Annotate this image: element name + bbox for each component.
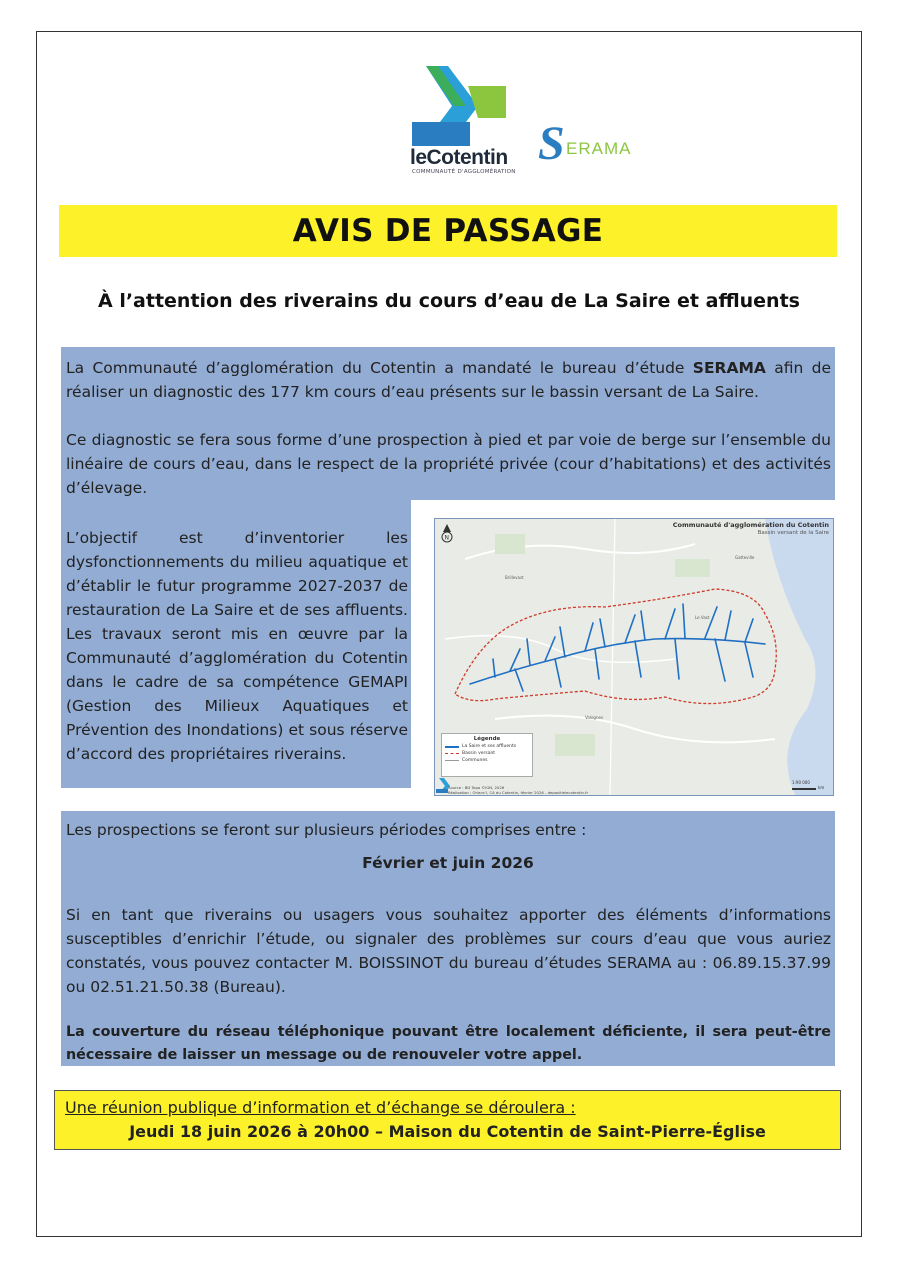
legend-item-basin [445, 751, 529, 756]
map-title: Communauté d'agglomération du Cotentin [672, 521, 829, 529]
commune-swatch-icon [445, 760, 459, 761]
map-subtitle: Bassin versant de la Saire [757, 530, 829, 536]
map-source-line: Source : BD Topo ©IGN, 2026 [448, 785, 505, 790]
prospection-period: Février et juin 2026 [362, 854, 534, 872]
legend-label: La Saire et ses affluents [462, 744, 517, 749]
map-realisation-line: Réalisation : Orlanc'l, CA du Cotentin, février 2026 - depositlelecotentin.fr [448, 790, 589, 795]
cotentin-wordmark: leCotentin [410, 146, 508, 169]
svg-text:Le Vast: Le Vast [695, 615, 710, 620]
prospection-intro: Les prospections se feront sur plusieurs périodes comprises entre : [66, 821, 587, 839]
cotentin-logo [408, 66, 518, 181]
meeting-box [54, 1090, 841, 1150]
contact-paragraph: Si en tant que riverains ou usagers vous souhaitez apporter des éléments d’informations susceptibles d’enrichir l’étude, ou signaler des problèmes sur cours d’eau que vous auriez constatés, vous pouvez contacter M. BOISSINOT du bureau d’études SERAMA au : 06.89.15.37.99 ou 02.51.21.50.38 (Bureau). [66, 906, 831, 996]
legend-label: Bassin versant [462, 751, 496, 756]
svg-text:Gatteville: Gatteville [735, 555, 755, 560]
title-banner [59, 205, 837, 257]
legend-item-communes [445, 758, 529, 763]
svg-text:Brillevast: Brillevast [505, 575, 524, 580]
intro-text-end: afin de réaliser un diagnostic des 177 km cours d’eau présents sur le bassin versant de La Saire. [66, 359, 831, 401]
serama-logo [538, 118, 668, 172]
basin-swatch-icon [445, 753, 459, 754]
objective-paragraph: L’objectif est d’inventorier les dysfonctionnements du milieu aquatique et d’établir le futur programme 2027-2037 de restauration de La Saire et de ses affluents. Les travaux seront mis en œuvre par la Communauté d’agglomération du Cotentin dans le cadre de sa compétence GEMAPI (Gestion des Milieux Aquatiques et Prévention des Inondations) et sous réserve d’accord des propriétaires riverains. [66, 529, 408, 763]
legend-label: Communes [462, 758, 488, 763]
intro-serama-strong: SERAMA [692, 359, 766, 377]
watershed-map [434, 518, 834, 796]
diagnostic-paragraph: Ce diagnostic se fera sous forme d’une prospection à pied et par voie de berge sur l’ensemble du linéaire de cours d’eau, dans le respect de la propriété privée (cour d’habitations) et des activités d’élevage. [66, 431, 831, 497]
map-scale-ratio: 1:90 000 [792, 780, 810, 785]
intro-paragraph [66, 356, 831, 404]
serama-wordmark: ERAMA [566, 139, 632, 158]
north-arrow-icon [440, 524, 454, 544]
north-label: N [444, 534, 449, 542]
page-subtitle: À l’attention des riverains du cours d’eau de La Saire et affluents [98, 290, 800, 312]
intro-text-start: La Communauté d’agglomération du Cotentin a mandaté le bureau d’étude [66, 359, 693, 377]
cotentin-mark-icon [408, 66, 518, 148]
meeting-announcement: Une réunion publique d’information et d’échange se déroulera : [65, 1098, 576, 1117]
map-source [448, 785, 588, 795]
legend-item-rivers [445, 744, 529, 749]
svg-text:Valognes: Valognes [585, 715, 604, 720]
scale-bar-icon [792, 788, 816, 790]
page-title: AVIS DE PASSAGE [292, 213, 604, 249]
river-swatch-icon [445, 746, 459, 748]
map-scale-unit: km [818, 785, 825, 790]
network-note: La couverture du réseau téléphonique pouvant être localement déficiente, il sera peut-être nécessaire de laisser un message ou de renouveler votre appel. [66, 1024, 831, 1063]
serama-initial: S [538, 117, 565, 170]
legend-title: Légende [473, 736, 501, 742]
map-legend [441, 733, 533, 777]
meeting-details: Jeudi 18 juin 2026 à 20h00 – Maison du Cotentin de Saint-Pierre-Église [129, 1122, 766, 1141]
cotentin-tagline: COMMUNAUTÉ D'AGGLOMÉRATION [412, 169, 516, 175]
map-scale [792, 780, 828, 792]
